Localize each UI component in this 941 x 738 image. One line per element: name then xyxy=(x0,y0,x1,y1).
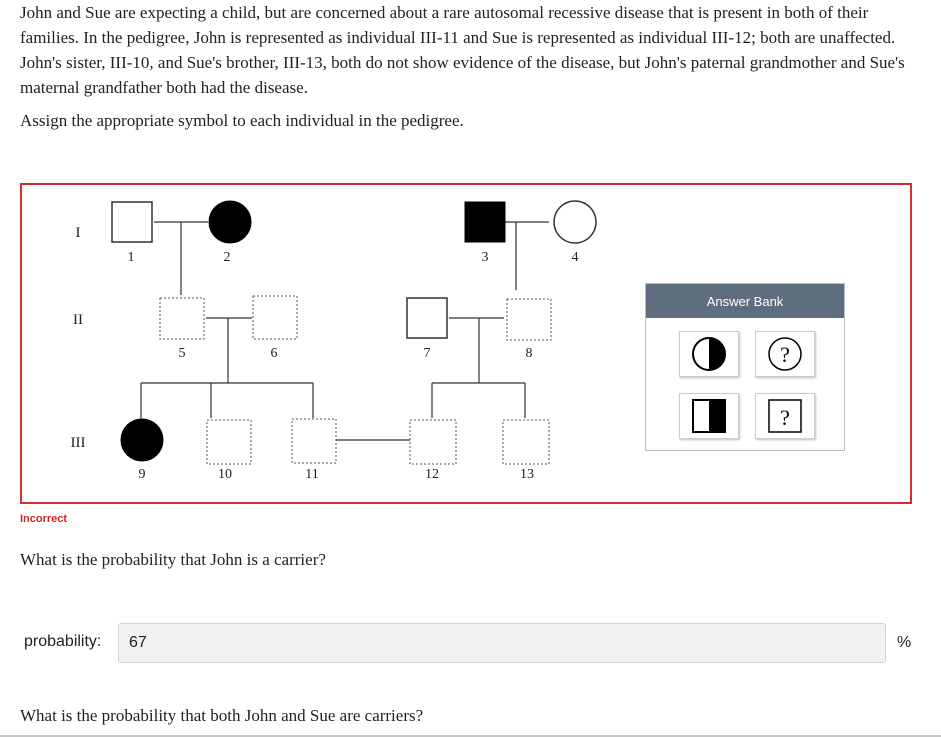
individual-number-12: 12 xyxy=(425,467,439,482)
problem-intro: John and Sue are expecting a child, but are concerned about a rare autosomal recessive disease that is present in both of their families. In the pedigree, John is represented as individual III-11 and Sue is represented as individual III-12; both are unaffected. John's sister, III-10, and Sue's brother, III-13, both do not show evidence of the disease, but John's paternal grandmother and Sue's maternal grandfather both had the disease. xyxy=(20,3,905,97)
generation-label-2: II xyxy=(73,312,83,328)
individual-3-affected-male xyxy=(465,202,505,242)
individual-number-1: 1 xyxy=(127,250,135,265)
individual-number-2: 2 xyxy=(223,250,231,265)
individual-6-drop-slot[interactable] xyxy=(253,296,297,339)
question-circle-glyph: ? xyxy=(780,342,790,367)
question-square-tile[interactable] xyxy=(755,393,815,439)
individual-8-drop-slot[interactable] xyxy=(507,299,551,340)
probability-input[interactable] xyxy=(118,623,886,663)
individual-number-4: 4 xyxy=(571,250,579,265)
individual-number-10: 10 xyxy=(218,467,232,482)
individual-1-unaffected-male xyxy=(112,202,152,242)
generation-label-3: III xyxy=(70,435,86,451)
individual-11-drop-slot[interactable] xyxy=(292,419,336,463)
question-circle-icon xyxy=(765,334,805,374)
individual-number-8: 8 xyxy=(525,346,533,361)
answer-bank xyxy=(645,283,845,451)
status-incorrect: Incorrect xyxy=(20,513,68,525)
half-filled-circle-tile[interactable] xyxy=(679,331,739,377)
probability-label: probability: xyxy=(24,633,102,650)
individual-4-unaffected-female xyxy=(554,201,596,243)
individual-number-6: 6 xyxy=(270,346,278,361)
individual-number-9: 9 xyxy=(138,467,146,482)
individual-number-7: 7 xyxy=(423,346,431,361)
question-square-glyph: ? xyxy=(780,405,790,430)
individual-5-drop-slot[interactable] xyxy=(160,298,204,339)
question-both-carriers: What is the probability that both John and Sue are carriers? xyxy=(20,706,424,725)
question-circle-tile[interactable] xyxy=(755,331,815,377)
individual-9-affected-female xyxy=(121,419,163,461)
half-filled-square-tile[interactable] xyxy=(679,393,739,439)
individual-13-drop-slot[interactable] xyxy=(503,420,549,464)
individual-number-3: 3 xyxy=(481,250,489,265)
individual-12-drop-slot[interactable] xyxy=(410,420,456,464)
divider xyxy=(0,735,941,737)
percent-unit: % xyxy=(897,634,912,651)
individual-7-unaffected-male xyxy=(407,298,447,338)
individual-2-affected-female xyxy=(209,201,251,243)
answer-bank-title: Answer Bank xyxy=(646,284,844,318)
half-filled-circle-icon xyxy=(689,334,729,374)
half-filled-square-icon xyxy=(689,396,729,436)
individual-number-5: 5 xyxy=(178,346,186,361)
question-square-icon xyxy=(765,396,805,436)
generation-label-1: I xyxy=(75,225,81,241)
problem-instruction: Assign the appropriate symbol to each individual in the pedigree. xyxy=(20,111,464,130)
individual-10-drop-slot[interactable] xyxy=(207,420,251,464)
individual-number-11: 11 xyxy=(305,467,319,482)
individual-number-13: 13 xyxy=(520,467,534,482)
question-john-carrier: What is the probability that John is a carrier? xyxy=(20,550,326,569)
